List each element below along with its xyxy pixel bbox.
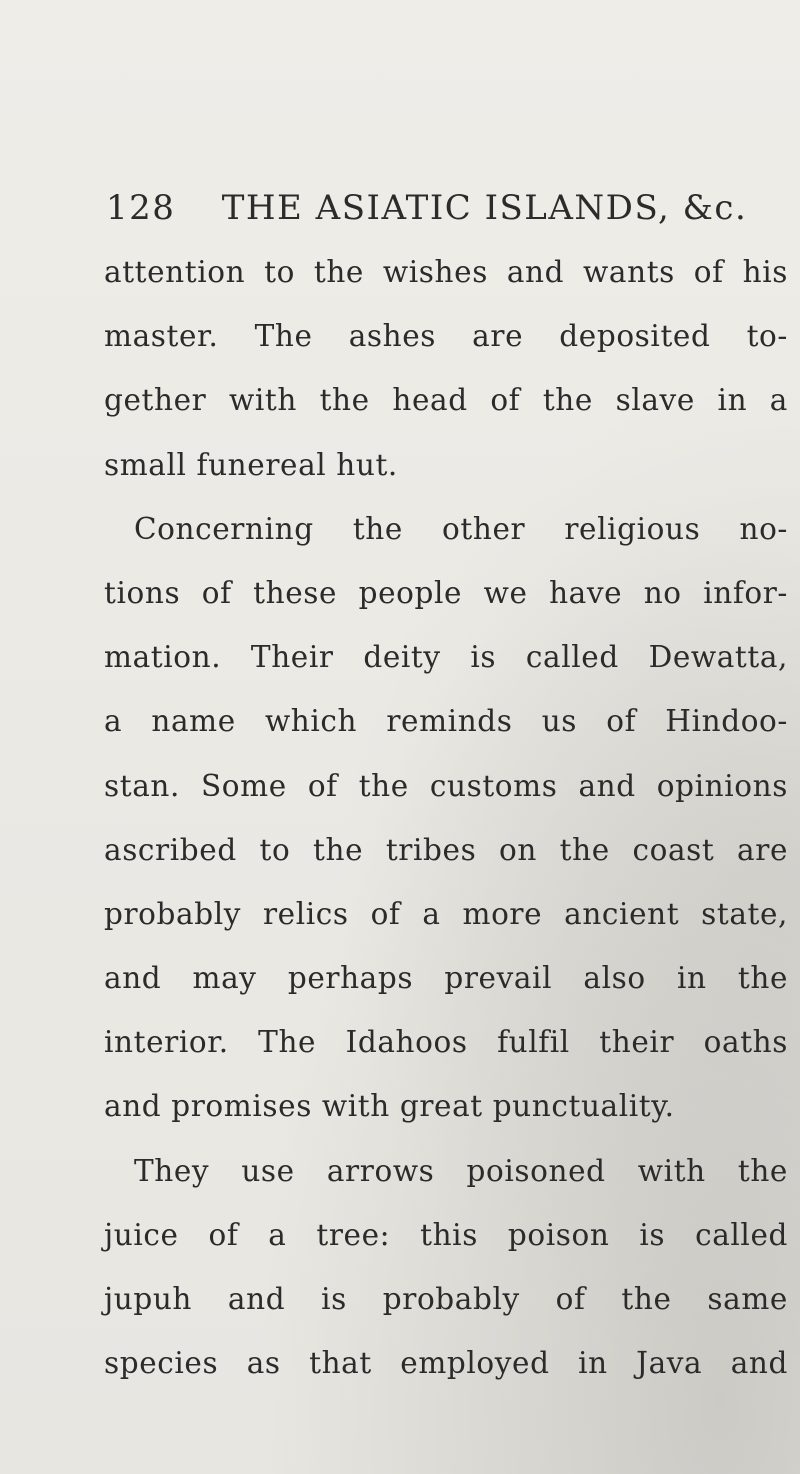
text-line: small funereal hut. (104, 447, 398, 482)
running-head: THE ASIATIC ISLANDS, &c. (221, 188, 748, 228)
page-header (106, 188, 766, 228)
text-line: attention to the wishes and wants of his (104, 255, 788, 289)
text-line: mation. Their deity is called Dewatta, (104, 640, 788, 675)
page-number: 128 (106, 188, 176, 228)
text-line: They use arrows poisoned with the (134, 1153, 788, 1188)
text-line: juice of a tree: this poison is called (104, 1217, 788, 1252)
text-line: Concerning the other religious no- (134, 511, 788, 546)
text-line: probably relics of a more ancient state, (104, 896, 788, 931)
text-line: ascribed to the tribes on the coast are (104, 832, 788, 867)
text-line: stan. Some of the customs and opinions (104, 768, 788, 803)
text-line: a name which reminds us of Hindoo- (104, 704, 788, 739)
text-line: jupuh and is probably of the same (104, 1282, 788, 1316)
text-line: and promises with great punctuality. (104, 1089, 675, 1124)
text-line: interior. The Idahoos fulfil their oaths (104, 1025, 788, 1060)
text-line: gether with the head of the slave in a (104, 383, 788, 418)
text-line: tions of these people we have no infor- (104, 575, 788, 610)
text-line: master. The ashes are deposited to- (104, 319, 788, 354)
text-line: species as that employed in Java and (104, 1346, 788, 1381)
body-text (104, 240, 788, 1395)
text-line: and may perhaps prevail also in the (104, 961, 788, 996)
